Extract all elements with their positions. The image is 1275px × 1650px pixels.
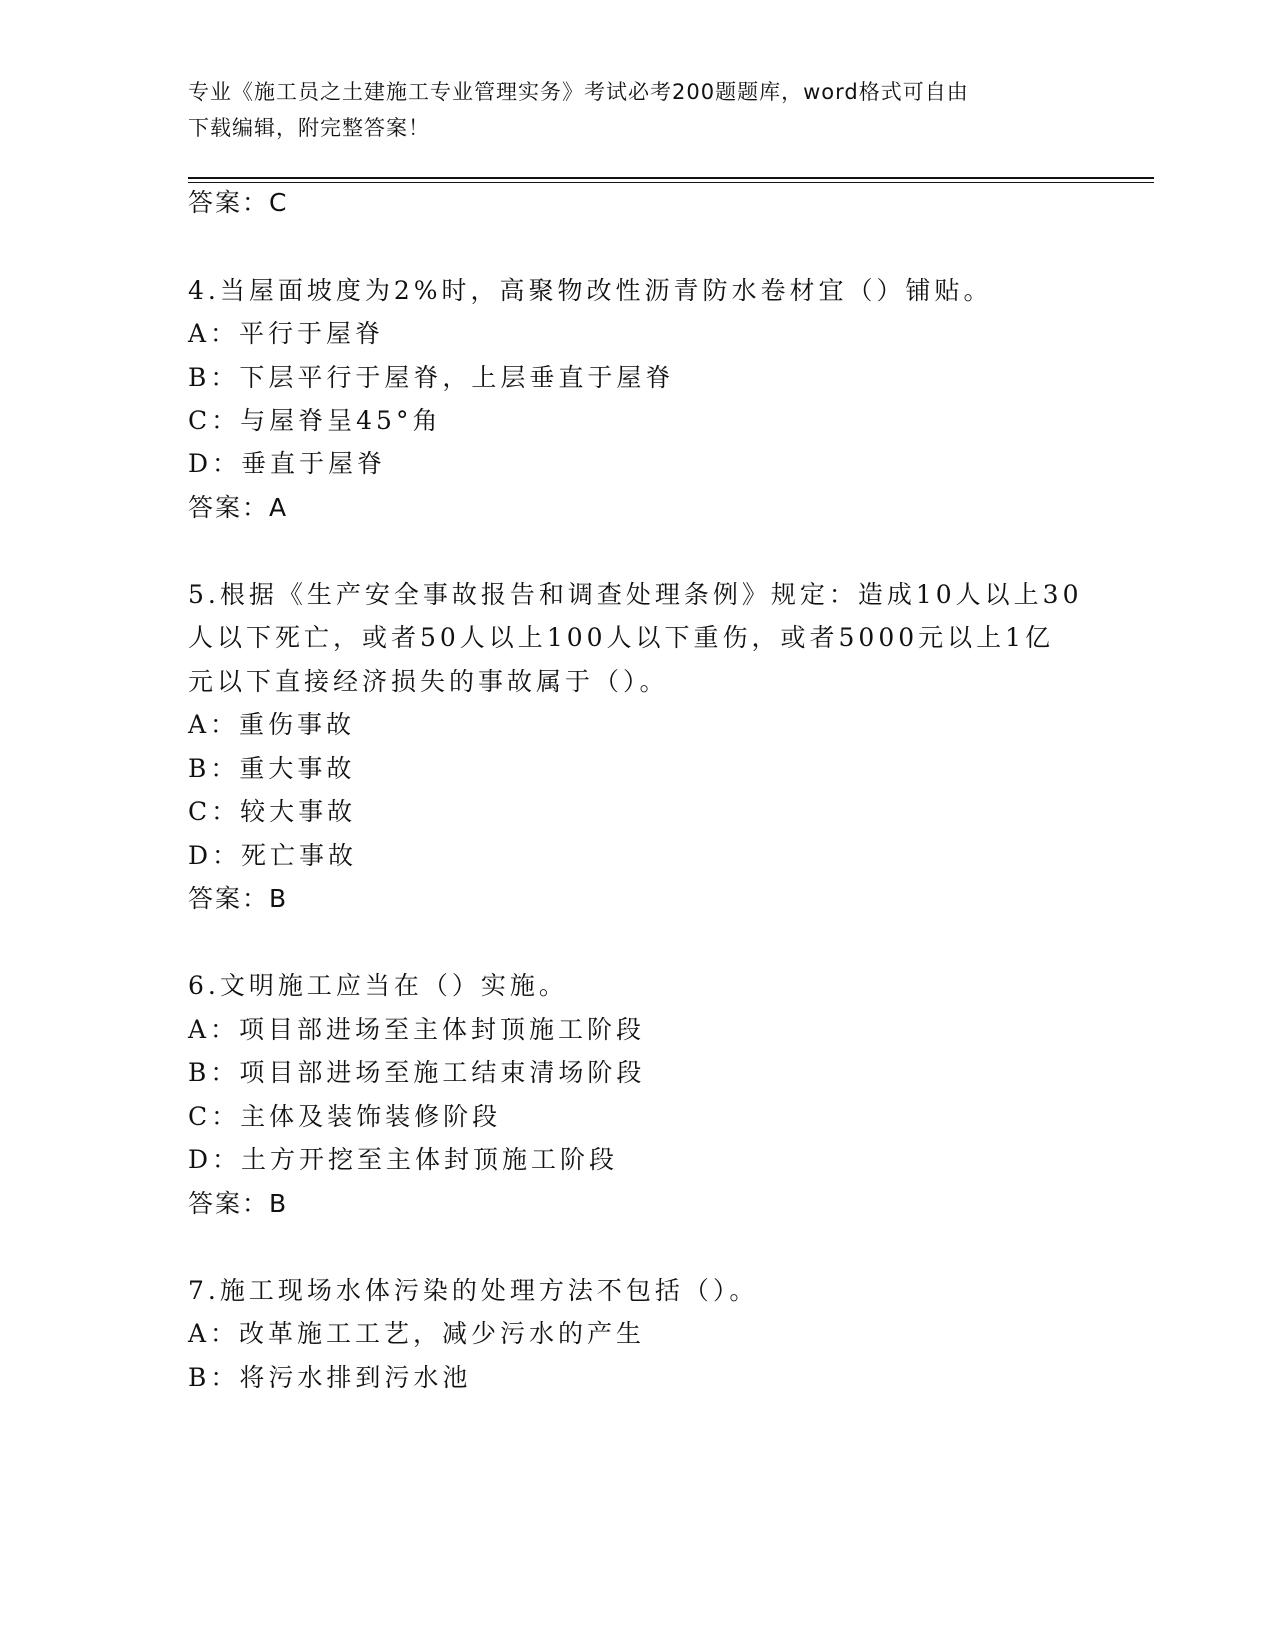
question-7-option-b: B：将污水排到污水池 xyxy=(188,1363,472,1392)
header-divider-thin xyxy=(188,182,1154,183)
question-6-option-c: C：主体及装饰装修阶段 xyxy=(188,1102,502,1131)
question-6-option-a: A：项目部进场至主体封顶施工阶段 xyxy=(188,1015,646,1044)
question-4-answer: 答案：A xyxy=(188,493,289,522)
question-5-option-c: C：较大事故 xyxy=(188,797,357,826)
question-5-stem-line-1: 5.根据《生产安全事故报告和调查处理条例》规定：造成10人以上30 xyxy=(188,580,1083,609)
question-5-answer: 答案：B xyxy=(188,884,289,913)
question-5-option-a: A：重伤事故 xyxy=(188,710,356,739)
question-4-option-a: A：平行于屋脊 xyxy=(188,319,385,348)
header-line-2: 下载编辑，附完整答案！ xyxy=(188,116,430,140)
header-divider-thick xyxy=(188,177,1154,179)
question-6-option-b: B：项目部进场至施工结束清场阶段 xyxy=(188,1058,646,1087)
question-5-stem-line-2: 人以下死亡，或者50人以上100人以下重伤，或者5000元以上1亿 xyxy=(188,623,1055,652)
question-4-stem: 4.当屋面坡度为2%时，高聚物改性沥青防水卷材宜（）铺贴。 xyxy=(188,276,993,305)
question-6-answer: 答案：B xyxy=(188,1189,289,1218)
question-4-option-b: B：下层平行于屋脊，上层垂直于屋脊 xyxy=(188,363,675,392)
question-5-option-b: B：重大事故 xyxy=(188,754,356,783)
question-6-stem: 6.文明施工应当在（）实施。 xyxy=(188,971,568,1000)
question-6-option-d: D：土方开挖至主体封顶施工阶段 xyxy=(188,1145,619,1174)
question-4-option-d: D：垂直于屋脊 xyxy=(188,449,387,478)
question-7-stem: 7.施工现场水体污染的处理方法不包括（）。 xyxy=(188,1276,759,1305)
question-5-stem-line-3: 元以下直接经济损失的事故属于（）。 xyxy=(188,667,669,696)
question-5-option-d: D：死亡事故 xyxy=(188,841,358,870)
question-4-option-c: C：与屋脊呈45°角 xyxy=(188,406,442,435)
document-header xyxy=(188,74,1088,146)
question-7-option-a: A：改革施工工艺，减少污水的产生 xyxy=(188,1319,646,1348)
answer-previous: 答案：C xyxy=(188,188,289,217)
header-line-1: 专业《施工员之土建施工专业管理实务》考试必考200题题库，word格式可自由 xyxy=(188,80,969,104)
